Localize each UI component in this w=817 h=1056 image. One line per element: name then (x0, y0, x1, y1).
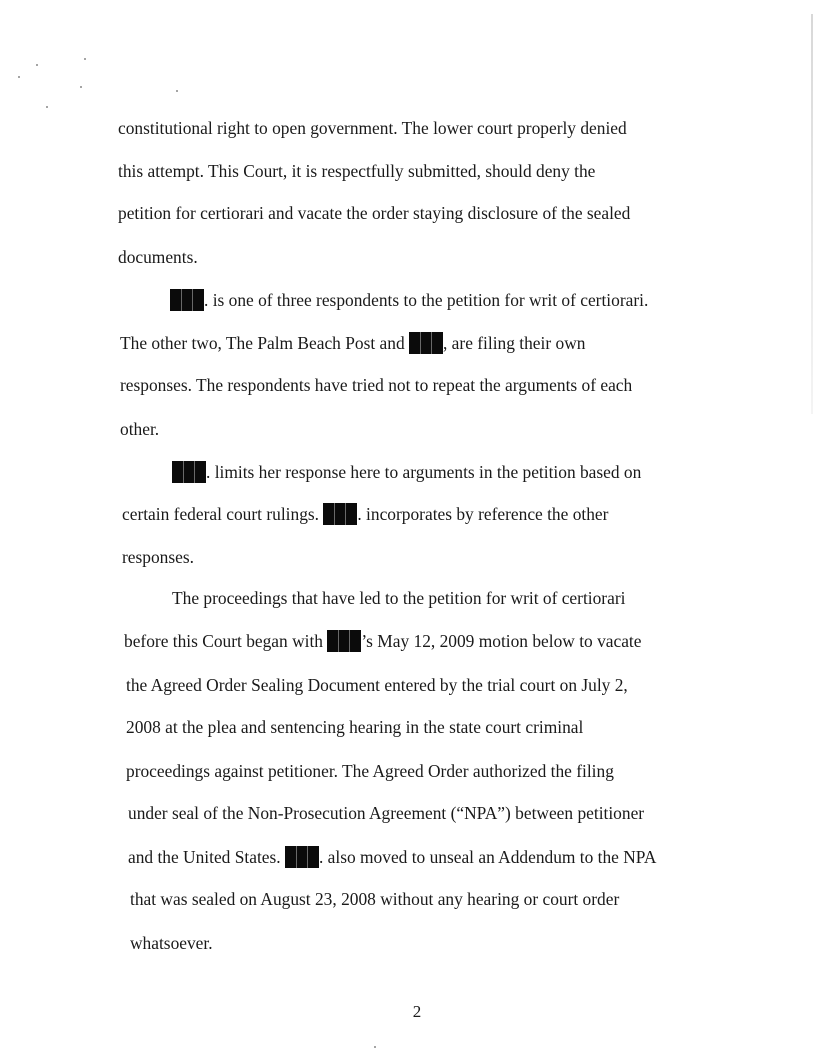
text-line: other. (120, 419, 160, 439)
page-edge-shadow (811, 14, 813, 414)
text-line (172, 461, 641, 483)
redaction-block (409, 332, 443, 354)
text-line: under seal of the Non-Prosecution Agreement (“NPA”) between petitioner (128, 803, 645, 823)
text-line: constitutional right to open government. The lower court properly denied (118, 118, 627, 138)
scan-speck (18, 76, 20, 78)
scan-speck (84, 58, 86, 60)
text-line: that was sealed on August 23, 2008 without any hearing or court order (130, 889, 620, 909)
redaction-block (172, 461, 206, 483)
redaction-block (285, 846, 319, 868)
text-segment: before this Court began with (124, 631, 328, 651)
redaction-block (170, 289, 204, 311)
text-line (170, 289, 648, 311)
text-segment: The other two, The Palm Beach Post and (120, 333, 409, 353)
redaction-block (323, 503, 357, 525)
text-segment: and the United States. (128, 847, 285, 867)
text-segment: . limits her response here to arguments in the petition based on (206, 462, 642, 482)
text-line (128, 846, 656, 868)
text-segment: . also moved to unseal an Addendum to the NPA (318, 847, 657, 867)
text-line: proceedings against petitioner. The Agreed Order authorized the filing (126, 761, 614, 781)
scan-speck (46, 106, 48, 108)
text-line: responses. (122, 547, 194, 567)
text-line: the Agreed Order Sealing Document entered by the trial court on July 2, (126, 675, 628, 695)
text-segment: , are filing their own (442, 333, 586, 353)
text-line: responses. The respondents have tried not to repeat the arguments of each (120, 375, 633, 395)
text-line (122, 503, 608, 525)
text-line: whatsoever. (130, 933, 213, 953)
text-line: The proceedings that have led to the petition for writ of certiorari (172, 588, 626, 608)
text-segment: certain federal court rulings. (122, 504, 324, 524)
text-line (124, 630, 641, 652)
text-line: petition for certiorari and vacate the order staying disclosure of the sealed (118, 203, 631, 223)
text-segment: . incorporates by reference the other (357, 504, 609, 524)
text-segment: . is one of three respondents to the petition for writ of certiorari. (204, 290, 649, 310)
text-line: this attempt. This Court, it is respectfully submitted, should deny the (118, 161, 596, 181)
scan-speck (80, 86, 82, 88)
text-segment: ’s May 12, 2009 motion below to vacate (361, 631, 642, 651)
redaction-block (327, 630, 361, 652)
scan-speck (36, 64, 38, 66)
scan-speck (374, 1046, 376, 1048)
page-number: 2 (412, 1002, 422, 1021)
text-line (120, 332, 585, 354)
text-line: documents. (118, 247, 198, 267)
text-line: 2008 at the plea and sentencing hearing in the state court criminal (126, 717, 584, 737)
scan-speck (176, 90, 178, 92)
